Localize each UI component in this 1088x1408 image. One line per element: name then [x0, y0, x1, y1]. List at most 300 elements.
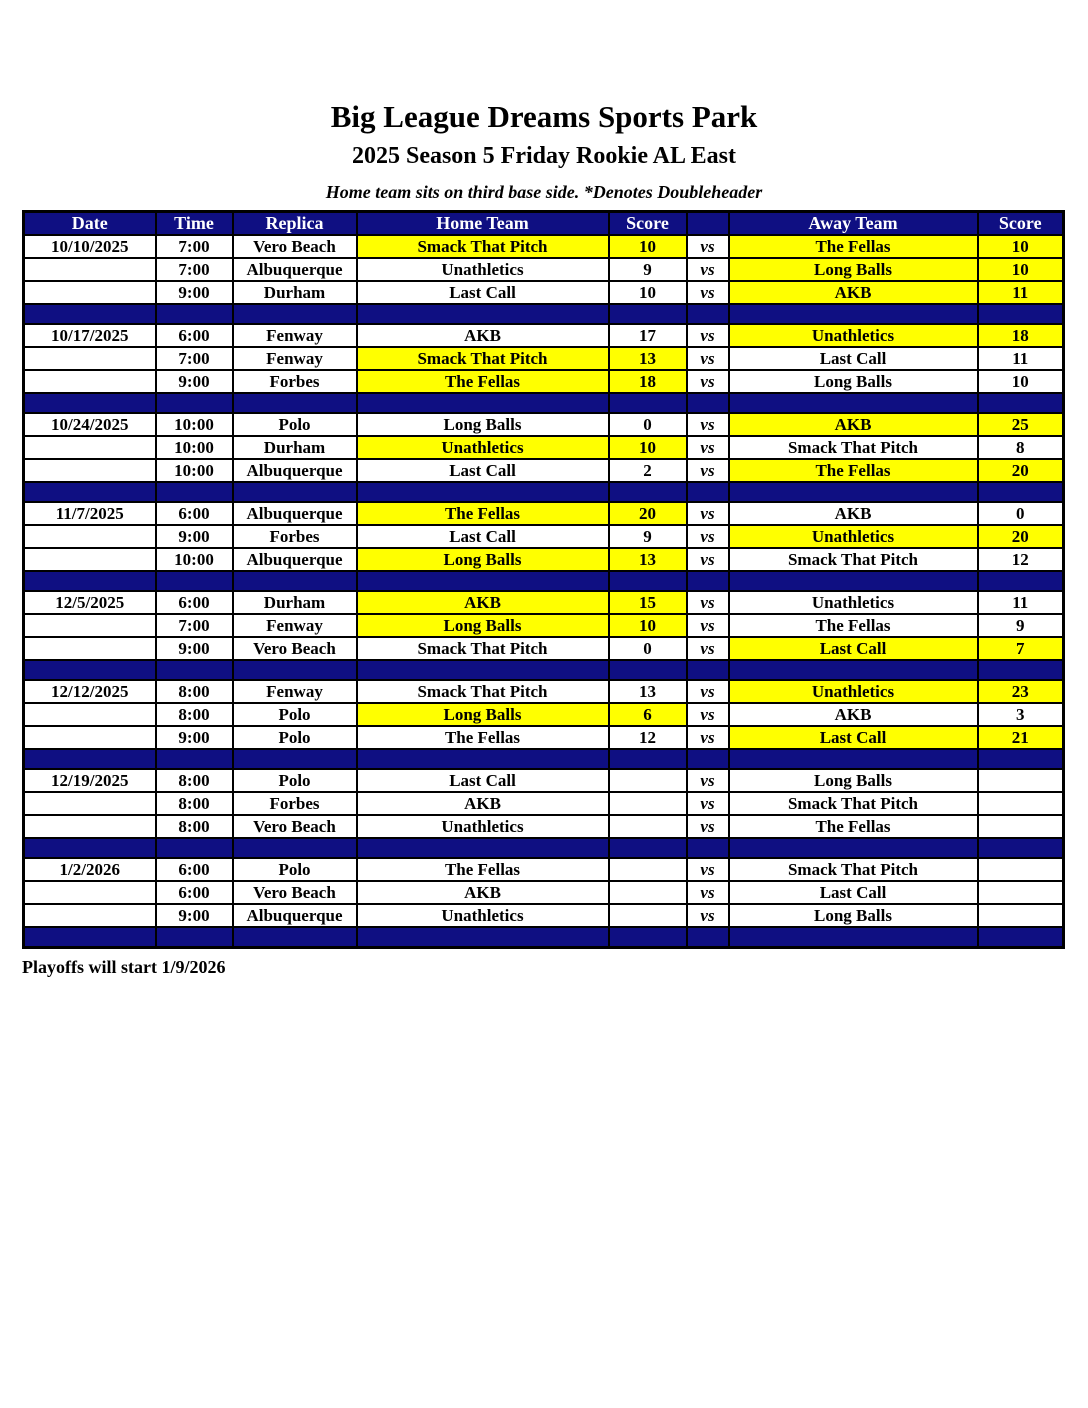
vs-cell: vs	[687, 703, 729, 726]
date-cell: 12/12/2025	[24, 680, 156, 703]
home-team-cell: The Fellas	[357, 858, 609, 881]
away-team-cell: Last Call	[729, 347, 978, 370]
separator-cell	[978, 304, 1064, 324]
time-cell: 9:00	[156, 525, 233, 548]
home-team-cell: Unathletics	[357, 436, 609, 459]
game-row	[24, 703, 1064, 726]
home-score-cell: 10	[609, 281, 687, 304]
separator-cell	[156, 393, 233, 413]
replica-cell: Vero Beach	[233, 235, 357, 258]
replica-cell: Forbes	[233, 792, 357, 815]
column-header: Home Team	[357, 212, 609, 236]
separator-row	[24, 838, 1064, 858]
time-cell: 8:00	[156, 703, 233, 726]
separator-cell	[233, 571, 357, 591]
game-row	[24, 413, 1064, 436]
separator-cell	[687, 749, 729, 769]
date-cell	[24, 815, 156, 838]
away-score-cell: 20	[978, 525, 1064, 548]
replica-cell: Polo	[233, 726, 357, 749]
home-score-cell: 15	[609, 591, 687, 614]
separator-cell	[156, 749, 233, 769]
separator-cell	[357, 482, 609, 502]
separator-cell	[978, 482, 1064, 502]
date-cell	[24, 904, 156, 927]
game-row	[24, 258, 1064, 281]
date-cell	[24, 726, 156, 749]
date-cell	[24, 548, 156, 571]
separator-cell	[156, 927, 233, 947]
separator-cell	[233, 482, 357, 502]
separator-row	[24, 749, 1064, 769]
separator-cell	[978, 749, 1064, 769]
home-score-cell: 17	[609, 324, 687, 347]
separator-row	[24, 571, 1064, 591]
home-team-cell: AKB	[357, 324, 609, 347]
away-score-cell: 18	[978, 324, 1064, 347]
date-cell	[24, 281, 156, 304]
separator-cell	[156, 660, 233, 680]
date-cell: 10/17/2025	[24, 324, 156, 347]
game-row	[24, 235, 1064, 258]
column-header: Time	[156, 212, 233, 236]
game-row	[24, 904, 1064, 927]
away-team-cell: Unathletics	[729, 591, 978, 614]
home-score-cell: 6	[609, 703, 687, 726]
away-score-cell: 7	[978, 637, 1064, 660]
home-team-cell: Smack That Pitch	[357, 347, 609, 370]
home-team-cell: Long Balls	[357, 614, 609, 637]
vs-cell: vs	[687, 614, 729, 637]
home-score-cell: 10	[609, 436, 687, 459]
home-team-cell: The Fellas	[357, 726, 609, 749]
replica-cell: Polo	[233, 703, 357, 726]
vs-cell: vs	[687, 459, 729, 482]
time-cell: 9:00	[156, 637, 233, 660]
game-row	[24, 459, 1064, 482]
vs-cell: vs	[687, 370, 729, 393]
vs-cell: vs	[687, 637, 729, 660]
separator-cell	[609, 749, 687, 769]
separator-cell	[609, 838, 687, 858]
separator-cell	[156, 482, 233, 502]
home-score-cell: 9	[609, 258, 687, 281]
separator-cell	[357, 838, 609, 858]
game-row	[24, 680, 1064, 703]
separator-cell	[233, 393, 357, 413]
home-score-cell: 10	[609, 614, 687, 637]
away-team-cell: Last Call	[729, 637, 978, 660]
vs-cell: vs	[687, 281, 729, 304]
time-cell: 6:00	[156, 324, 233, 347]
game-row	[24, 881, 1064, 904]
game-row	[24, 792, 1064, 815]
date-cell: 12/5/2025	[24, 591, 156, 614]
vs-cell: vs	[687, 502, 729, 525]
schedule-table	[22, 210, 1065, 949]
game-row	[24, 769, 1064, 792]
replica-cell: Vero Beach	[233, 815, 357, 838]
home-team-cell: Unathletics	[357, 904, 609, 927]
away-team-cell: AKB	[729, 502, 978, 525]
replica-cell: Forbes	[233, 370, 357, 393]
away-score-cell	[978, 815, 1064, 838]
home-team-cell: Long Balls	[357, 548, 609, 571]
separator-row	[24, 304, 1064, 324]
replica-cell: Albuquerque	[233, 548, 357, 571]
replica-cell: Albuquerque	[233, 904, 357, 927]
separator-cell	[357, 304, 609, 324]
replica-cell: Polo	[233, 858, 357, 881]
home-team-cell: Smack That Pitch	[357, 637, 609, 660]
replica-cell: Albuquerque	[233, 459, 357, 482]
time-cell: 10:00	[156, 548, 233, 571]
time-cell: 9:00	[156, 904, 233, 927]
away-team-cell: Long Balls	[729, 258, 978, 281]
away-team-cell: AKB	[729, 413, 978, 436]
separator-cell	[156, 571, 233, 591]
separator-cell	[729, 660, 978, 680]
separator-cell	[357, 393, 609, 413]
separator-cell	[233, 749, 357, 769]
separator-cell	[233, 927, 357, 947]
game-row	[24, 858, 1064, 881]
column-header: Away Team	[729, 212, 978, 236]
away-team-cell: Smack That Pitch	[729, 792, 978, 815]
separator-cell	[687, 393, 729, 413]
home-score-cell: 18	[609, 370, 687, 393]
away-score-cell: 10	[978, 235, 1064, 258]
time-cell: 9:00	[156, 281, 233, 304]
separator-row	[24, 393, 1064, 413]
date-cell	[24, 436, 156, 459]
replica-cell: Durham	[233, 591, 357, 614]
away-team-cell: Last Call	[729, 881, 978, 904]
vs-cell: vs	[687, 525, 729, 548]
time-cell: 6:00	[156, 858, 233, 881]
away-score-cell: 21	[978, 726, 1064, 749]
game-row	[24, 436, 1064, 459]
away-team-cell: Long Balls	[729, 769, 978, 792]
separator-cell	[233, 304, 357, 324]
home-score-cell	[609, 769, 687, 792]
home-score-cell: 10	[609, 235, 687, 258]
playoffs-footer: Playoffs will start 1/9/2026	[22, 956, 226, 977]
separator-cell	[156, 838, 233, 858]
vs-cell: vs	[687, 815, 729, 838]
away-team-cell: AKB	[729, 281, 978, 304]
away-score-cell: 12	[978, 548, 1064, 571]
away-team-cell: Unathletics	[729, 680, 978, 703]
home-team-cell: Unathletics	[357, 815, 609, 838]
game-row	[24, 324, 1064, 347]
separator-cell	[687, 482, 729, 502]
separator-cell	[729, 393, 978, 413]
time-cell: 9:00	[156, 370, 233, 393]
separator-row	[24, 482, 1064, 502]
separator-cell	[687, 571, 729, 591]
separator-cell	[357, 927, 609, 947]
away-score-cell: 0	[978, 502, 1064, 525]
separator-cell	[687, 927, 729, 947]
legend-note: Home team sits on third base side. *Denotes Doubleheader	[325, 182, 763, 202]
away-score-cell: 11	[978, 281, 1064, 304]
separator-cell	[233, 660, 357, 680]
away-score-cell: 25	[978, 413, 1064, 436]
separator-cell	[609, 482, 687, 502]
away-team-cell: The Fellas	[729, 459, 978, 482]
home-score-cell	[609, 815, 687, 838]
separator-cell	[687, 304, 729, 324]
separator-cell	[978, 838, 1064, 858]
separator-cell	[609, 393, 687, 413]
separator-row	[24, 927, 1064, 947]
home-score-cell: 13	[609, 548, 687, 571]
separator-cell	[24, 393, 156, 413]
home-team-cell: Last Call	[357, 459, 609, 482]
separator-cell	[978, 571, 1064, 591]
home-team-cell: The Fellas	[357, 502, 609, 525]
date-cell	[24, 258, 156, 281]
away-team-cell: Long Balls	[729, 904, 978, 927]
season-subtitle: 2025 Season 5 Friday Rookie AL East	[351, 143, 737, 169]
vs-cell: vs	[687, 904, 729, 927]
separator-cell	[687, 660, 729, 680]
vs-cell: vs	[687, 726, 729, 749]
home-team-cell: Last Call	[357, 525, 609, 548]
away-score-cell: 20	[978, 459, 1064, 482]
time-cell: 7:00	[156, 235, 233, 258]
game-row	[24, 347, 1064, 370]
time-cell: 7:00	[156, 258, 233, 281]
replica-cell: Vero Beach	[233, 637, 357, 660]
separator-cell	[729, 304, 978, 324]
away-team-cell: Long Balls	[729, 370, 978, 393]
time-cell: 7:00	[156, 614, 233, 637]
date-cell: 12/19/2025	[24, 769, 156, 792]
game-row	[24, 548, 1064, 571]
date-cell: 10/24/2025	[24, 413, 156, 436]
away-team-cell: Last Call	[729, 726, 978, 749]
game-row	[24, 726, 1064, 749]
home-score-cell: 13	[609, 347, 687, 370]
header-row	[24, 212, 1064, 236]
column-header: Score	[978, 212, 1064, 236]
vs-cell: vs	[687, 769, 729, 792]
separator-cell	[729, 838, 978, 858]
column-header: Date	[24, 212, 156, 236]
home-team-cell: The Fellas	[357, 370, 609, 393]
replica-cell: Forbes	[233, 525, 357, 548]
away-score-cell	[978, 769, 1064, 792]
time-cell: 8:00	[156, 680, 233, 703]
date-cell	[24, 525, 156, 548]
separator-cell	[24, 660, 156, 680]
game-row	[24, 525, 1064, 548]
replica-cell: Polo	[233, 413, 357, 436]
away-score-cell: 10	[978, 370, 1064, 393]
date-cell	[24, 459, 156, 482]
separator-cell	[978, 393, 1064, 413]
away-team-cell: Smack That Pitch	[729, 548, 978, 571]
vs-cell: vs	[687, 881, 729, 904]
away-team-cell: The Fellas	[729, 614, 978, 637]
vs-cell: vs	[687, 324, 729, 347]
date-cell: 1/2/2026	[24, 858, 156, 881]
replica-cell: Vero Beach	[233, 881, 357, 904]
separator-cell	[729, 482, 978, 502]
home-team-cell: Last Call	[357, 769, 609, 792]
away-team-cell: Unathletics	[729, 324, 978, 347]
away-score-cell: 9	[978, 614, 1064, 637]
away-score-cell: 23	[978, 680, 1064, 703]
away-team-cell: AKB	[729, 703, 978, 726]
separator-cell	[687, 838, 729, 858]
separator-cell	[609, 927, 687, 947]
game-row	[24, 815, 1064, 838]
date-cell: 11/7/2025	[24, 502, 156, 525]
away-team-cell: Smack That Pitch	[729, 858, 978, 881]
vs-cell: vs	[687, 258, 729, 281]
separator-cell	[609, 571, 687, 591]
page-title: Big League Dreams Sports Park	[330, 99, 758, 134]
date-cell	[24, 881, 156, 904]
separator-cell	[978, 927, 1064, 947]
column-header	[687, 212, 729, 236]
separator-cell	[729, 571, 978, 591]
replica-cell: Durham	[233, 436, 357, 459]
away-score-cell	[978, 792, 1064, 815]
separator-cell	[609, 304, 687, 324]
vs-cell: vs	[687, 436, 729, 459]
vs-cell: vs	[687, 235, 729, 258]
separator-cell	[233, 838, 357, 858]
separator-cell	[24, 927, 156, 947]
separator-cell	[609, 660, 687, 680]
time-cell: 6:00	[156, 502, 233, 525]
separator-cell	[24, 571, 156, 591]
home-team-cell: Long Balls	[357, 413, 609, 436]
separator-cell	[24, 838, 156, 858]
time-cell: 9:00	[156, 726, 233, 749]
time-cell: 10:00	[156, 413, 233, 436]
game-row	[24, 370, 1064, 393]
vs-cell: vs	[687, 591, 729, 614]
game-row	[24, 637, 1064, 660]
separator-cell	[357, 571, 609, 591]
vs-cell: vs	[687, 680, 729, 703]
game-row	[24, 502, 1064, 525]
date-cell	[24, 614, 156, 637]
away-team-cell: Smack That Pitch	[729, 436, 978, 459]
away-score-cell	[978, 881, 1064, 904]
home-team-cell: Unathletics	[357, 258, 609, 281]
away-score-cell	[978, 904, 1064, 927]
vs-cell: vs	[687, 413, 729, 436]
away-score-cell: 11	[978, 591, 1064, 614]
home-score-cell	[609, 881, 687, 904]
game-row	[24, 614, 1064, 637]
time-cell: 10:00	[156, 459, 233, 482]
home-team-cell: AKB	[357, 591, 609, 614]
date-cell	[24, 370, 156, 393]
home-score-cell: 0	[609, 413, 687, 436]
date-cell	[24, 347, 156, 370]
home-team-cell: Smack That Pitch	[357, 680, 609, 703]
date-cell	[24, 637, 156, 660]
time-cell: 8:00	[156, 815, 233, 838]
time-cell: 8:00	[156, 792, 233, 815]
away-team-cell: The Fellas	[729, 235, 978, 258]
date-cell: 10/10/2025	[24, 235, 156, 258]
away-score-cell: 3	[978, 703, 1064, 726]
separator-cell	[357, 660, 609, 680]
time-cell: 7:00	[156, 347, 233, 370]
home-team-cell: Last Call	[357, 281, 609, 304]
home-team-cell: AKB	[357, 881, 609, 904]
separator-cell	[357, 749, 609, 769]
home-score-cell	[609, 904, 687, 927]
time-cell: 6:00	[156, 591, 233, 614]
replica-cell: Polo	[233, 769, 357, 792]
home-score-cell	[609, 858, 687, 881]
home-team-cell: Smack That Pitch	[357, 235, 609, 258]
away-team-cell: Unathletics	[729, 525, 978, 548]
separator-cell	[156, 304, 233, 324]
home-score-cell: 2	[609, 459, 687, 482]
game-row	[24, 591, 1064, 614]
home-score-cell: 9	[609, 525, 687, 548]
separator-cell	[24, 749, 156, 769]
separator-cell	[729, 927, 978, 947]
vs-cell: vs	[687, 548, 729, 571]
replica-cell: Fenway	[233, 324, 357, 347]
away-score-cell	[978, 858, 1064, 881]
replica-cell: Durham	[233, 281, 357, 304]
replica-cell: Fenway	[233, 680, 357, 703]
home-score-cell: 0	[609, 637, 687, 660]
replica-cell: Albuquerque	[233, 258, 357, 281]
separator-cell	[24, 482, 156, 502]
separator-cell	[729, 749, 978, 769]
separator-cell	[24, 304, 156, 324]
replica-cell: Fenway	[233, 614, 357, 637]
game-row	[24, 281, 1064, 304]
away-team-cell: The Fellas	[729, 815, 978, 838]
time-cell: 10:00	[156, 436, 233, 459]
home-score-cell: 20	[609, 502, 687, 525]
home-score-cell: 12	[609, 726, 687, 749]
date-cell	[24, 703, 156, 726]
replica-cell: Albuquerque	[233, 502, 357, 525]
home-team-cell: AKB	[357, 792, 609, 815]
away-score-cell: 10	[978, 258, 1064, 281]
column-header: Replica	[233, 212, 357, 236]
separator-row	[24, 660, 1064, 680]
vs-cell: vs	[687, 792, 729, 815]
home-score-cell	[609, 792, 687, 815]
date-cell	[24, 792, 156, 815]
vs-cell: vs	[687, 858, 729, 881]
vs-cell: vs	[687, 347, 729, 370]
home-score-cell: 13	[609, 680, 687, 703]
time-cell: 6:00	[156, 881, 233, 904]
away-score-cell: 8	[978, 436, 1064, 459]
replica-cell: Fenway	[233, 347, 357, 370]
away-score-cell: 11	[978, 347, 1064, 370]
time-cell: 8:00	[156, 769, 233, 792]
separator-cell	[978, 660, 1064, 680]
